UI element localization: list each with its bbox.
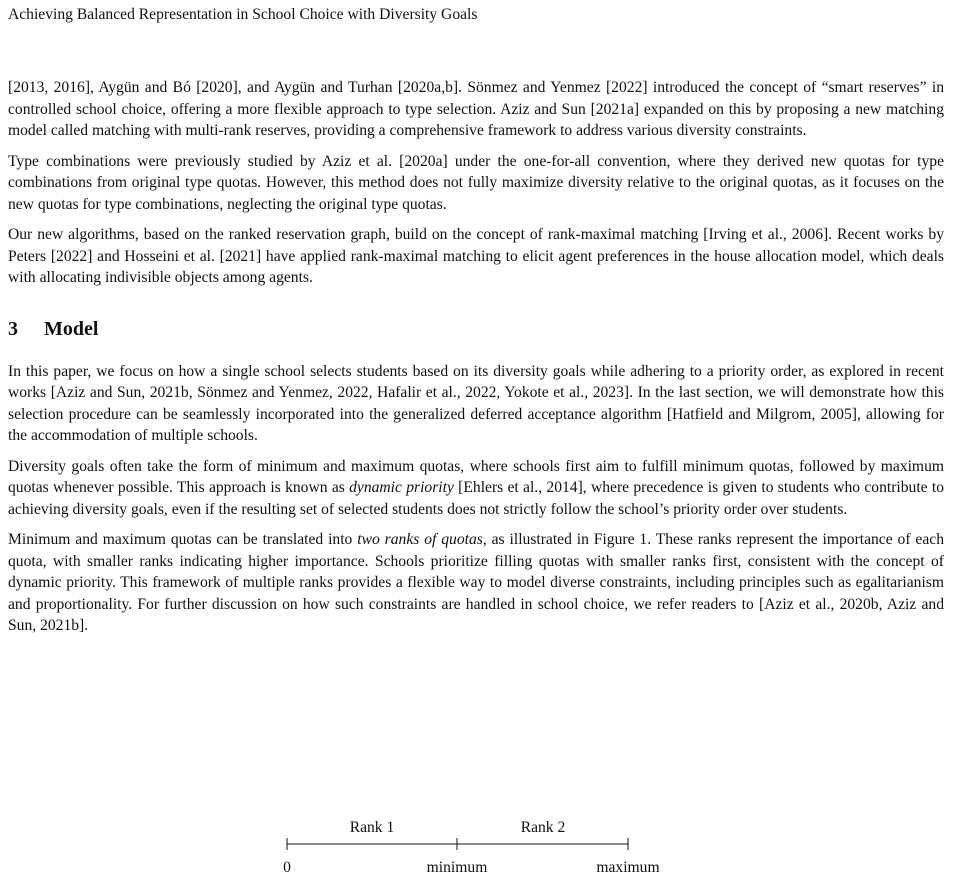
tick-label-maximum: maximum bbox=[596, 859, 660, 876]
emphasis-term: two ranks of quotas bbox=[357, 531, 483, 548]
paragraph: Our new algorithms, based on the ranked reservation graph, build on the concept of rank-maximal matching [Irving et al., 2006]. Recent works by Peters [2022] and Hosseini et al. [2021] have applied rank-maximal matching to elicit agent preferences in the house allocation model, which deals with allocating indivisible objects among agents. bbox=[8, 226, 944, 286]
running-head: Achieving Balanced Representation in School Choice with Diversity Goals bbox=[8, 6, 478, 23]
text-run: [Ehlers et al., 2014], where precedence is given to students who contribute to achieving diversity goals, even if the resulting set of selected students does not strictly follow the school’s priority order over students. bbox=[8, 479, 945, 518]
tick-label-zero: 0 bbox=[283, 859, 291, 876]
text-run: , as illustrated in Figure 1. These ranks represent the importance of each quota, with smaller ranks indicating higher importance. Schools prioritize filling quotas with smaller ranks first, consistent with the concept of dynamic priority. This framework of multiple ranks provides a flexible way to model diverse constraints, including principles such as egalitarianism and proportionality. For further discussion on how such constraints are handled in school choice, we refer readers to [Aziz et al., 2020b, Aziz and Sun, 2021b]. bbox=[8, 531, 944, 634]
text-run: Minimum and maximum quotas can be translated into bbox=[8, 531, 358, 548]
section-heading bbox=[8, 317, 944, 341]
tick-label-minimum: minimum bbox=[426, 859, 488, 876]
paragraph: Type combinations were previously studied by Aziz et al. [2020a] under the one-for-all convention, where they derived new quotas for type combinations from original type quotas. However, this method does not fully maximize diversity relative to the original quotas, as it focuses on the new quotas for type combinations, neglecting the original type quotas. bbox=[8, 152, 944, 213]
rank-1-label: Rank 1 bbox=[349, 819, 395, 836]
section-number: 3 bbox=[8, 317, 18, 340]
emphasis-term: dynamic priority bbox=[349, 479, 454, 496]
section-title: Model bbox=[44, 317, 99, 340]
body-text bbox=[8, 77, 944, 646]
rank-2-label: Rank 2 bbox=[520, 819, 566, 836]
figure-quota-ranks bbox=[0, 815, 953, 881]
paragraph bbox=[8, 456, 944, 521]
text-run: Diversity goals often take the form of minimum and maximum quotas, where schools first aim to fulfill minimum quotas, followed by maximum quotas whenever possible. This approach is known as bbox=[8, 457, 944, 496]
paragraph: In this paper, we focus on how a single school selects students based on its diversity goals while adhering to a priority order, as explored in recent works [Aziz and Sun, 2021b, Sönmez and Yenmez, 2022, Hafalir et al., 2022, Yokote et al., 2023]. In the last section, we will demonstrate how this selection procedure can be seamlessly incorporated into the generalized deferred acceptance algorithm [Hatfield and Milgrom, 2005], allowing for the accommodation of multiple schools. bbox=[8, 362, 944, 444]
paragraph bbox=[8, 529, 944, 637]
paragraph: [2013, 2016], Aygün and Bó [2020], and Aygün and Turhan [2020a,b]. Sönmez and Yenmez [2022] introduced the concept of “smart reserves” in controlled school choice, offering a more flexible approach to type selection. Aziz and Sun [2021a] expanded on this by proposing a new matching model called matching with multi-rank reserves, providing a comprehensive framework to address various diversity constraints. bbox=[8, 79, 944, 139]
